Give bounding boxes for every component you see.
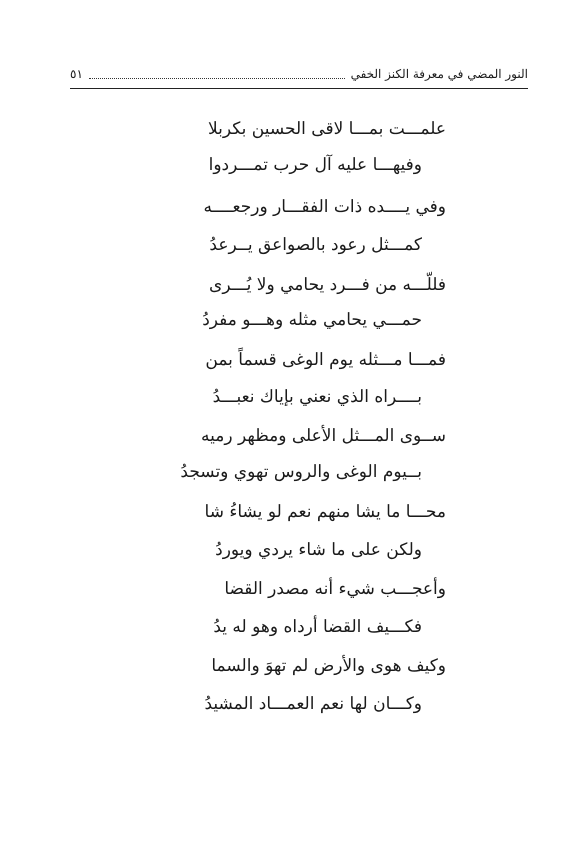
verse-line: وأعجـــب شيء أنه مصدر القضا [224, 579, 446, 599]
verse-line: فكـــيف القضا أرداه وهو له يدُ [213, 617, 422, 637]
verse-line: ســوى المـــثل الأعلى ومظهر رميه [201, 426, 446, 446]
verse-line: وكيف هوى والأرض لم تهوَ والسما [211, 656, 446, 676]
verse-line: علمـــت بمـــا لاقى الحسين بكربلا [207, 119, 446, 139]
verse-line: وكـــان لها نعم العمـــاد المشيدُ [204, 694, 422, 714]
page-number: ٥١ [70, 67, 83, 81]
verse-line: فمـــا مـــثله يوم الوغى قسماً بمن [205, 350, 446, 370]
verse-line: ولكن على ما شاء يردي ويوردُ [215, 540, 422, 560]
verse-line: كمـــثل رعود بالصواعق يــرعدُ [209, 235, 422, 255]
verse-line: وفي يــــده ذات الفقـــار ورجعــــه [203, 197, 446, 217]
running-header [70, 62, 528, 86]
header-rule [70, 88, 528, 89]
verse-line: فللّـــه من فـــرد يحامي ولا يُـــرى [209, 275, 446, 295]
verse-line: وفيهـــا عليه آل حرب تمـــردوا [208, 155, 422, 175]
verse-line: بــــراه الذي نعني بإياك نعبـــدُ [212, 387, 422, 407]
verse-line: محـــا ما يشا منهم نعم لو يشاءُ شا [204, 502, 446, 522]
book-title: النور المضي في معرفة الكنز الخفي [350, 67, 528, 81]
dot-leader [89, 78, 345, 79]
verse-line: بــيوم الوغى والروس تهوي وتسجدُ [180, 462, 422, 482]
verse-line: حمـــي يحامي مثله وهـــو مفردُ [202, 310, 422, 330]
